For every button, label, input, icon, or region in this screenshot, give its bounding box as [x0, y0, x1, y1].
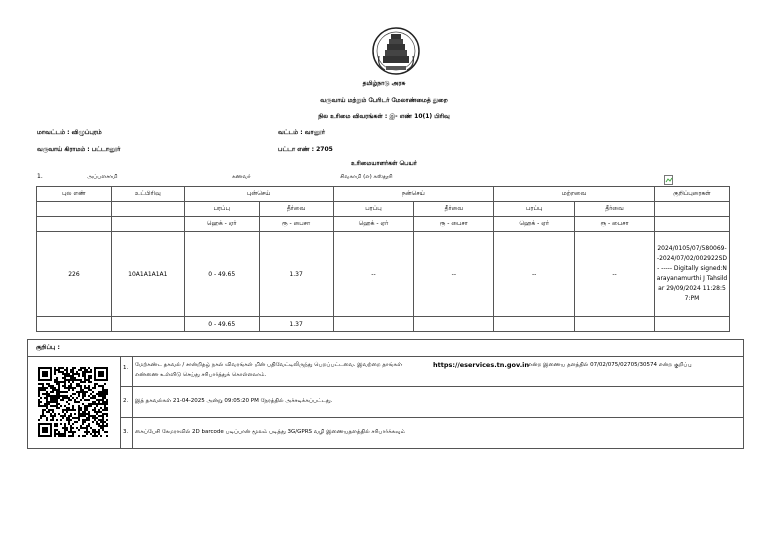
unit-wet-area: ஹெக் - ஏர்: [333, 217, 414, 232]
sub-dry-area: பரப்பு: [184, 202, 259, 217]
unit-dry-area: ஹெக் - ஏர்: [184, 217, 259, 232]
total-dry-tax: 1.37: [259, 317, 333, 332]
state-govt: தமிழ்நாடு அரசு: [362, 80, 406, 87]
qr-code: [38, 367, 108, 437]
unit-other-tax: ரூ - பைசா: [575, 217, 655, 232]
wet-tax: --: [414, 232, 494, 317]
owner-name: சிவகாமி (எ) கஸ்தூரி: [340, 174, 393, 180]
remarks: 2024/0105/07/580069- -2024/07/02/002922SD - ----- Digitally signed:Narayanamurthi J Tahsildar 29/09/2024 11:28:57:PM: [655, 232, 730, 317]
unit-other-area: ஹெக் - ஏர்: [494, 217, 575, 232]
land-details-table: [36, 186, 730, 332]
note-2-text: இத் தகவல்கள் 21-04-2025 அன்று 09:05:20 PM நேரத்தில் அச்சடிக்கப்பட்டது.: [135, 398, 333, 404]
header-dry-land: புன்செய்: [184, 187, 333, 202]
department-name: வருவாய் மற்றும் பேரிடர் மேலாண்மைத் துறை: [320, 97, 448, 104]
table-row: [37, 232, 730, 317]
other-area: --: [494, 232, 575, 317]
note-number: 3.: [123, 429, 129, 435]
sub-dry-tax: தீர்வை: [259, 202, 333, 217]
other-tax: --: [575, 232, 655, 317]
broken-image-icon: [664, 170, 674, 180]
subdivision: 10A1A1A1A1: [111, 232, 184, 317]
sub-wet-tax: தீர்வை: [414, 202, 494, 217]
tn-emblem: [371, 26, 421, 78]
dry-area: 0 - 49.65: [184, 232, 259, 317]
owner-relation-type: கணவர்: [232, 174, 251, 180]
note-1-text3: எண்ணை உள்ளிடு செய்து சரிபார்த்துக் கொள்ளலாம்.: [135, 372, 267, 378]
header-other: மற்றவை: [494, 187, 655, 202]
note-1-text: மேற்கண்ட தகவல் / சான்றிதழ் நகல் விவரங்கள் மின் பதிவேட்டிலிருந்து பெறப்பட்டவை. இவற்றை தாங்கள்: [135, 362, 403, 368]
notes-title: குறிப்பு :: [36, 344, 60, 351]
sub-other-tax: தீர்வை: [575, 202, 655, 217]
unit-dry-tax: ரூ - பைசா: [259, 217, 333, 232]
total-row: [37, 317, 730, 332]
village: வருவாய் கிராமம் : பட்டானூர்: [37, 146, 121, 153]
doc-title: நில உரிமை விவரங்கள் : இ- எண் 10(1) பிரிவு: [318, 113, 450, 120]
notes-box: [27, 339, 744, 449]
patta-number: பட்டா எண் : 2705: [278, 146, 333, 153]
header-subdivision: உட்பிரிவு: [111, 187, 184, 202]
owner-serial: 1.: [37, 173, 43, 180]
note-3-text: கைப்பேசி கேமராவில் 2D barcode படிப்பான் மூலம் படித்து 3G/GPRS வழி இணையதளத்தில் சரிபார்க்கவும்: [135, 429, 405, 435]
note-number: 2.: [123, 398, 129, 404]
note-item: [120, 418, 743, 448]
district: மாவட்டம் : விழுப்புரம்: [37, 129, 102, 136]
note-number: 1.: [123, 365, 129, 371]
header-remarks: குறிப்புரைகள்: [655, 187, 730, 202]
owner-heading: உரிமையாளர்கள் பெயர்: [351, 160, 417, 167]
eservices-link[interactable]: https://eservices.tn.gov.in: [433, 361, 530, 369]
header-survey-no: புல எண்: [37, 187, 112, 202]
taluk: வட்டம் : வானூர்: [278, 129, 325, 136]
note-1-text2: என்ற இணைய தளத்தில் 07/02/075/02705/30574 என்ற குறிப்பு: [528, 362, 692, 368]
sub-wet-area: பரப்பு: [333, 202, 414, 217]
total-dry-area: 0 - 49.65: [184, 317, 259, 332]
owner-relation: அப்பளசாமி: [87, 174, 118, 180]
wet-area: --: [333, 232, 414, 317]
unit-wet-tax: ரூ - பைசா: [414, 217, 494, 232]
note-item: [120, 387, 743, 418]
note-item: [120, 356, 743, 387]
dry-tax: 1.37: [259, 232, 333, 317]
sub-other-area: பரப்பு: [494, 202, 575, 217]
survey-number: 226: [37, 232, 112, 317]
header-wet-land: நன்செய்: [333, 187, 494, 202]
